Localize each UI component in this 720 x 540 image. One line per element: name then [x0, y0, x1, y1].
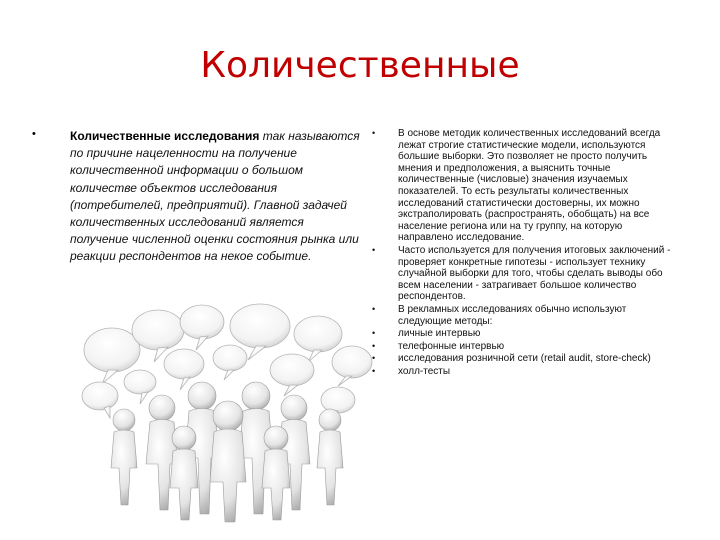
- list-item: [368, 353, 678, 365]
- bullet-marker: •: [372, 128, 376, 138]
- right-column: [368, 128, 678, 378]
- bullet-marker: •: [372, 303, 376, 314]
- bullet-marker: •: [372, 365, 376, 376]
- list-item-text: телефонные интервью: [398, 340, 505, 352]
- bullet-marker: •: [372, 353, 376, 364]
- list-item-text: исследования розничной сети (retail audit, store-check): [398, 353, 651, 365]
- list-item-text: Часто используется для получения итоговых заключений - проверяет конкретные гипотезы - использует технику случайной выборки для того, чтобы сделать выводы обо всем населении - затрагивает большое количество респондентов.: [398, 244, 671, 303]
- list-item-text: В рекламных исследованиях обычно используют следующие методы:: [398, 303, 627, 327]
- list-item: [368, 245, 678, 303]
- lead-term: Количественные исследования: [70, 129, 260, 143]
- list-item-text: личные интервью: [398, 328, 481, 340]
- slide-title: Количественные: [200, 45, 520, 86]
- bullet-marker: •: [372, 244, 376, 255]
- people-talking-icon: [80, 300, 380, 525]
- list-item: [368, 366, 678, 378]
- list-item: [368, 128, 678, 244]
- list-item-text: холл-тесты: [398, 365, 451, 377]
- left-column: [32, 128, 362, 266]
- left-paragraph: [70, 128, 362, 266]
- list-item: [368, 341, 678, 353]
- list-item: [368, 328, 678, 340]
- bullet-marker: •: [32, 128, 36, 140]
- left-body-text: так называются по причине нацеленности на получение количественной информации о большом количестве объектов исследования (потребителей, предприятий). Главной задачей количественных исследований является получение численной оценки состояния рынка или реакции респондентов на некое событие.: [70, 129, 360, 264]
- bullet-marker: •: [372, 340, 376, 351]
- list-item: [368, 304, 678, 327]
- bullet-marker: •: [372, 328, 376, 339]
- list-item-text: В основе методик количественных исследований всегда лежат строгие статистические модели, используются большие выборки. Это позволяет не просто получить мнения и предположения, а выяснить точные количественные (числовые) значения изучаемых показателей. То есть результаты количественных исследований статистически достоверны, их можно экстраполировать (распространять, обобщать) на все население региона или на ту группу, на которую направлено исследование.: [398, 128, 661, 244]
